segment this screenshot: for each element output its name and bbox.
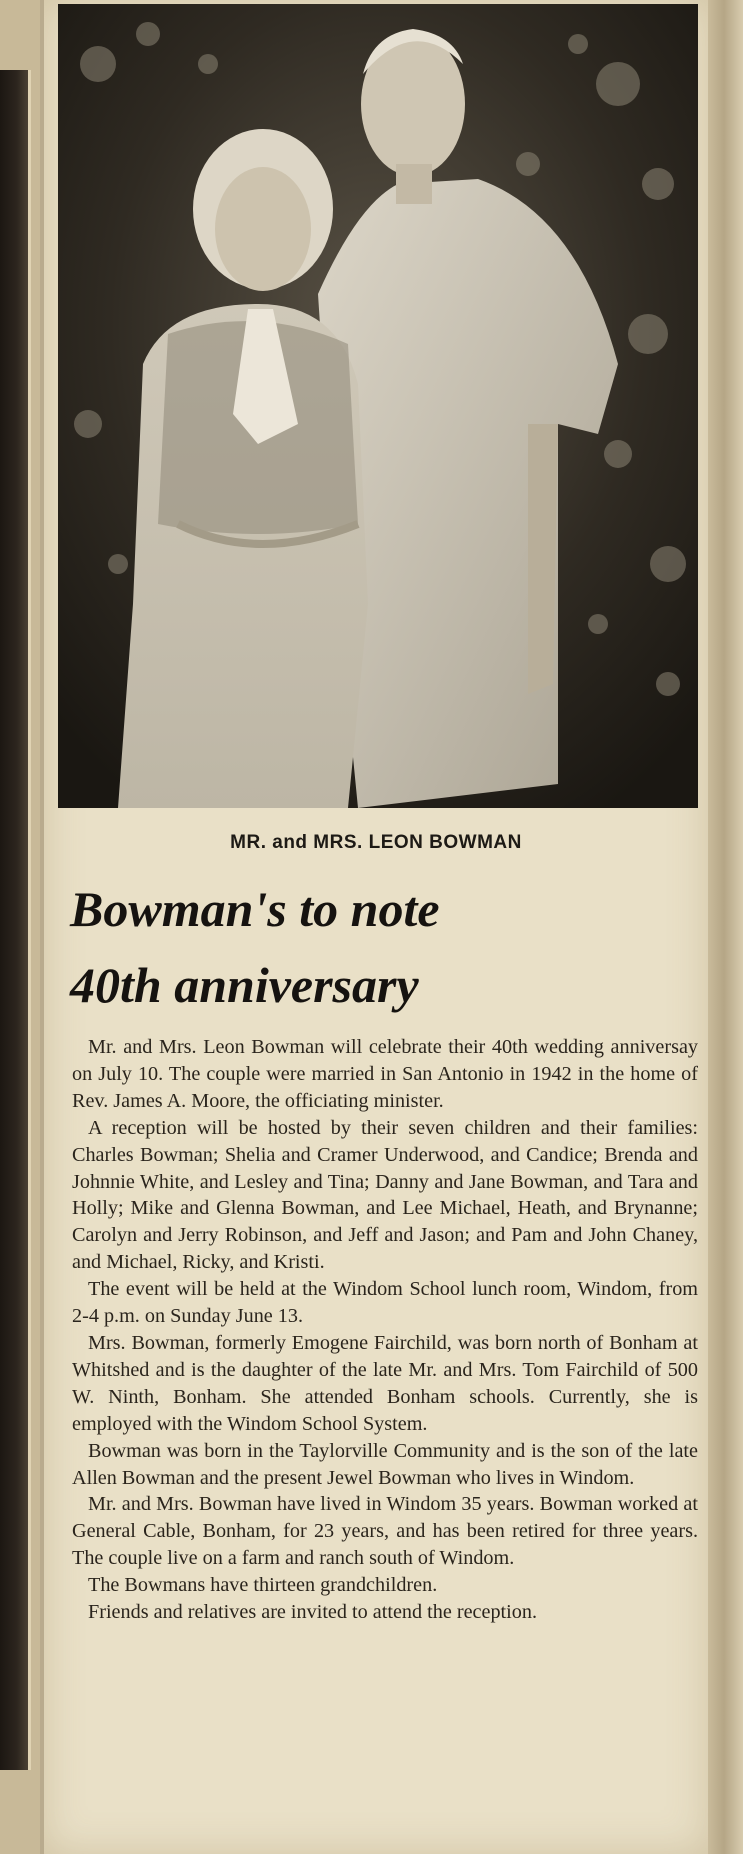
photo-caption: MR. and MRS. LEON BOWMAN [230,832,522,853]
adjacent-dark-photo [0,70,31,1770]
couple-photo-illustration [58,4,698,808]
paragraph: Bowman was born in the Taylorville Community and is the son of the late Allen Bowman and the present Jewel Bowman who lives in Windom. [72,1439,698,1489]
paragraph: The Bowmans have thirteen grandchildren. [88,1574,438,1597]
paragraph: Mr. and Mrs. Bowman have lived in Windom 35 years. Bowman worked at General Cable, Bonham, for 23 years, and has been retired for three years. The couple live on a farm and ranch south of Windom. [72,1493,698,1570]
headline-line-2: 40th anniversary [70,957,419,1013]
paragraph: Mrs. Bowman, formerly Emogene Fairchild, was born north of Bonham at Whitshed and is the daughter of the late Mr. and Mrs. Tom Fairchild of 500 W. Ninth, Bonham. She attended Bonham schools. Currently, she is employed with the Windom School System. [72,1331,698,1435]
adjacent-clipping-edge [0,0,40,1854]
paragraph: A reception will be hosted by their seven children and their families: Charles Bowman; Shelia and Cramer Underwood, and Candice; Brenda and Johnnie White, and Lesley and Tina; Danny and Jane Bowman, and Tara and Holly; Mike and Glenna Bowman, and Lee Michael, Heath, and Brynanne; Carolyn and Jerry Robinson, and Jeff and Jason; and Pam and John Chaney, and Michael, Ricky, and Kristi. [72,1116,698,1274]
newspaper-clipping [44,0,708,1854]
paragraph: The event will be held at the Windom School lunch room, Windom, from 2-4 p.m. on Sunday June 13. [72,1278,698,1328]
article-body [72,1034,698,1626]
paragraph: Friends and relatives are invited to attend the reception. [88,1601,538,1624]
couple-photo [58,4,698,808]
headline-line-1: Bowman's to note [70,881,440,937]
paper-background-edge [705,0,743,1854]
paragraph: Mr. and Mrs. Leon Bowman will celebrate their 40th wedding anniversay on July 10. The couple were married in San Antonio in 1942 in the home of Rev. James A. Moore, the officiating minister. [72,1036,698,1112]
